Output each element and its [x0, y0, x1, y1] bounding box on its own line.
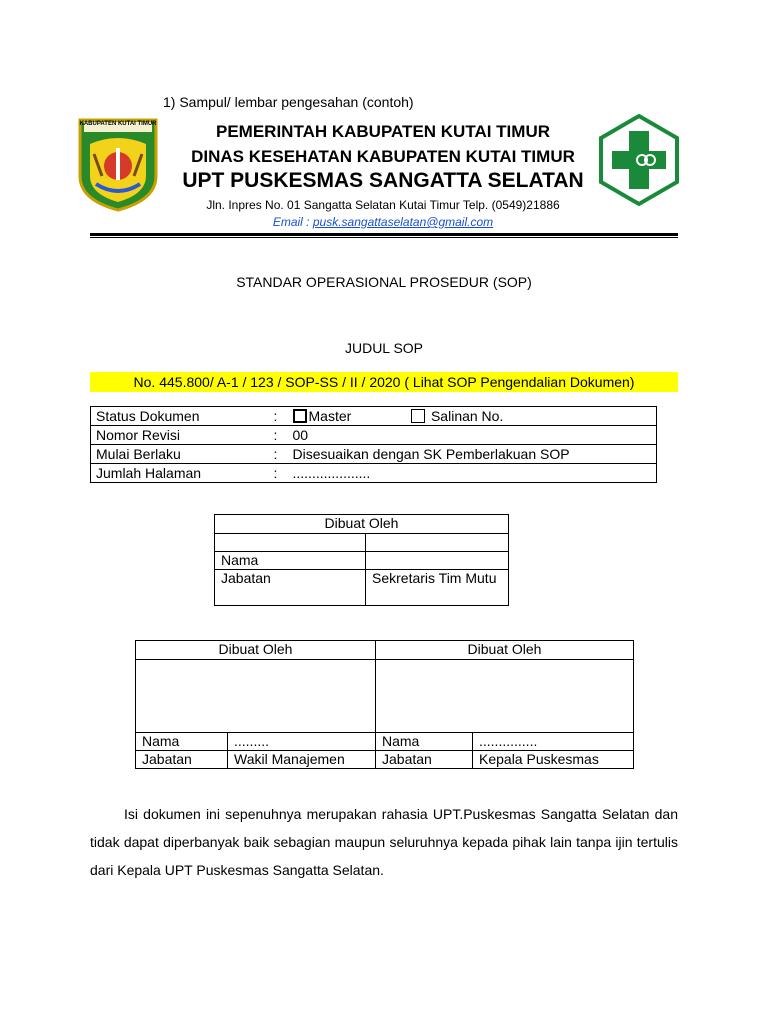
header-rule-thin [90, 237, 678, 238]
salinan-checkbox[interactable] [411, 409, 425, 423]
email-label: Email : [272, 215, 313, 229]
sign2-left-header: Dibuat Oleh [136, 641, 376, 660]
sign1-header: Dibuat Oleh [215, 515, 509, 534]
sign1-jabatan-value: Sekretaris Tim Mutu [366, 570, 509, 606]
sign1-nama-label: Nama [215, 552, 366, 570]
berlaku-sep: : [274, 445, 288, 464]
signature-table-2 [135, 640, 634, 769]
salinan-label: Salinan No. [430, 407, 504, 424]
confidentiality-paragraph: Isi dokumen ini sepenuhnya merupakan rahasia UPT.Puskesmas Sangatta Selatan dan tidak dapat diperbanyak baik sebagian maupun seluruhnya kepada pihak lain tanpa ijin tertulis dari Kepala UPT Puskesmas Sangatta Selatan. [90, 806, 678, 878]
sign2-left-jabatan-value: Wakil Manajemen [228, 751, 376, 769]
table-row [91, 407, 657, 426]
header-line-3: UPT PUSKESMAS SANGATTA SELATAN [182, 169, 584, 192]
sign2-left-signature-area [136, 660, 376, 733]
sign2-right-signature-area [376, 660, 634, 733]
sign2-right-nama-value: ............... [473, 733, 634, 751]
halaman-label: Jumlah Halaman [91, 464, 274, 483]
kutai-timur-emblem-logo [76, 114, 160, 212]
sop-judul: JUDUL SOP [344, 340, 424, 356]
header-address: Jln. Inpres No. 01 Sangatta Selatan Kutai Timur Telp. (0549)21886 [206, 198, 560, 212]
signature-table-1 [214, 514, 509, 606]
halaman-sep: : [274, 464, 288, 483]
puskesmas-cross-logo [598, 113, 680, 207]
sign2-right-header: Dibuat Oleh [376, 641, 634, 660]
sign2-left-nama-value: ......... [228, 733, 376, 751]
header-rule-thick [90, 233, 678, 236]
halaman-value: .................... [288, 464, 657, 483]
sign2-right-jabatan-value: Kepala Puskesmas [473, 751, 634, 769]
berlaku-value: Disesuaikan dengan SK Pemberlakuan SOP [288, 445, 657, 464]
header-email-line [170, 215, 596, 229]
header-line-1: PEMERINTAH KABUPATEN KUTAI TIMUR [216, 122, 550, 141]
table-row [91, 426, 657, 445]
email-link[interactable]: pusk.sangattaselatan@gmail.com [312, 215, 494, 229]
sop-title: STANDAR OPERASIONAL PROSEDUR (SOP) [236, 274, 532, 290]
sign1-signature-cell [215, 534, 366, 552]
sign2-right-jabatan-label: Jabatan [376, 751, 473, 769]
sign2-left-nama-label: Nama [136, 733, 228, 751]
status-sep: : [274, 407, 288, 426]
sign2-right-nama-label: Nama [376, 733, 473, 751]
table-row [91, 464, 657, 483]
master-label: Master [308, 407, 352, 424]
sop-number-highlight: No. 445.800/ A-1 / 123 / SOP-SS / II / 2020 ( Lihat SOP Pengendalian Dokumen) [90, 372, 678, 392]
status-label: Status Dokumen [91, 407, 274, 426]
sign1-nama-value [366, 552, 509, 570]
revisi-value: 00 [288, 426, 657, 445]
sign2-left-jabatan-label: Jabatan [136, 751, 228, 769]
revisi-sep: : [274, 426, 288, 445]
section-caption: 1) Sampul/ lembar pengesahan (contoh) [163, 94, 414, 110]
master-checkbox[interactable] [293, 409, 307, 423]
revisi-label: Nomor Revisi [91, 426, 274, 445]
header-line-2: DINAS KESEHATAN KABUPATEN KUTAI TIMUR [191, 147, 575, 166]
status-options [288, 407, 657, 426]
berlaku-label: Mulai Berlaku [91, 445, 274, 464]
sign1-signature-cell-right [366, 534, 509, 552]
emblem-label: KABUPATEN KUTAI TIMUR [79, 121, 157, 127]
table-row [91, 445, 657, 464]
document-status-table [90, 406, 657, 483]
sign1-jabatan-label: Jabatan [215, 570, 366, 606]
